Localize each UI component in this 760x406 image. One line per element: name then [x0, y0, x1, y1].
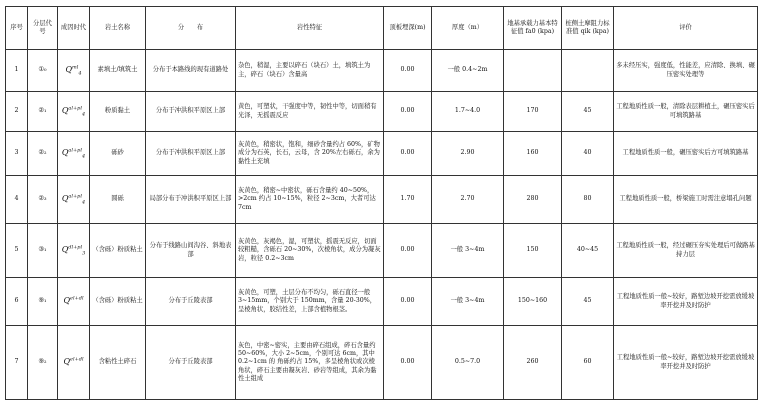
- table-row: [6, 224, 758, 278]
- cell-bearing: 170: [504, 92, 562, 132]
- cell-origin: $Q^{ml}_4$: [58, 50, 90, 92]
- cell-evaluation: 工程地质性质一般，桥梁施工时需注意塌孔问题: [614, 176, 758, 224]
- cell-no: 3: [6, 132, 28, 176]
- cell-bearing: 160: [504, 132, 562, 176]
- cell-depth: 0.00: [384, 224, 432, 278]
- cell-layer: ②₁: [28, 92, 58, 132]
- cell-evaluation: 工程地质性质一般，清除表层耕植土，碾压密实后可填筑路基: [614, 92, 758, 132]
- header-evaluation: 评价: [614, 7, 758, 50]
- cell-distribution: 局部分布于冲洪积平原区上部: [146, 176, 236, 224]
- cell-evaluation: 工程地质性质一般，经过碾压夯实处理后可做路基持力层: [614, 224, 758, 278]
- cell-pile: [562, 50, 614, 92]
- cell-no: 2: [6, 92, 28, 132]
- header-pile: 桩侧土摩阻力标准值 qik (kpa): [562, 7, 614, 50]
- cell-name: （含砾）粉质粘土: [90, 224, 146, 278]
- cell-layer: ⑨₂: [28, 326, 58, 400]
- table-row: [6, 132, 758, 176]
- cell-pile: 45: [562, 278, 614, 326]
- cell-bearing: 150~160: [504, 278, 562, 326]
- cell-layer: ③₁: [28, 224, 58, 278]
- cell-no: 1: [6, 50, 28, 92]
- geotechnical-properties-table: [5, 6, 758, 400]
- cell-distribution: 分布于冲洪积平原区上部: [146, 92, 236, 132]
- table-row: [6, 278, 758, 326]
- header-depth: 顶板埋深(m): [384, 7, 432, 50]
- cell-origin: $Q^{al+pl}_4$: [58, 92, 90, 132]
- cell-thickness: 2.90: [432, 132, 504, 176]
- cell-depth: 0.00: [384, 278, 432, 326]
- cell-name: （含砾）粉质粘土: [90, 278, 146, 326]
- cell-evaluation: 工程地质性质一般~较好，路堑边坡开挖需放缓坡率开挖并及时防护: [614, 326, 758, 400]
- cell-origin: $Q^{al+pl}_4$: [58, 176, 90, 224]
- cell-features: 杂色，稍湿，主要以碎石（块石）土，填筑土为主，碎石（块石）含量高: [236, 50, 384, 92]
- cell-origin: $Q^{dl+pl}_3$: [58, 224, 90, 278]
- cell-thickness: 一般 3~4m: [432, 224, 504, 278]
- geotechnical-table-container: [5, 6, 757, 400]
- cell-distribution: 分布于丘陵表部: [146, 278, 236, 326]
- table-row: [6, 92, 758, 132]
- cell-distribution: 分布于冲洪积平原区上部: [146, 132, 236, 176]
- cell-layer: ②₃: [28, 176, 58, 224]
- cell-depth: 1.70: [384, 176, 432, 224]
- header-distribution: 分 布: [146, 7, 236, 50]
- header-thickness: 厚度（m）: [432, 7, 504, 50]
- cell-no: 5: [6, 224, 28, 278]
- cell-no: 7: [6, 326, 28, 400]
- cell-thickness: 一般 3~4m: [432, 278, 504, 326]
- table-row: [6, 326, 758, 400]
- cell-name: 砾砂: [90, 132, 146, 176]
- cell-layer: ②₂: [28, 132, 58, 176]
- cell-bearing: 260: [504, 326, 562, 400]
- cell-evaluation: 多未经压实，强度低，性能差，应清除、换填、碾压密实处理等: [614, 50, 758, 92]
- header-origin: 成因时代: [58, 7, 90, 50]
- cell-bearing: [504, 50, 562, 92]
- cell-features: 灰黄色，稍密~中密状，砾石含量约 40~50%，>2cm 约占 10~15%，粒径 2~3cm，大者可达 7cm: [236, 176, 384, 224]
- cell-pile: 80: [562, 176, 614, 224]
- header-features: 岩性特征: [236, 7, 384, 50]
- cell-thickness: 一般 0.4~2m: [432, 50, 504, 92]
- cell-origin: $Q^{el+dl}$: [58, 326, 90, 400]
- cell-name: 含粘性土碎石: [90, 326, 146, 400]
- cell-no: 6: [6, 278, 28, 326]
- cell-features: 灰黄色，灰褐色，湿，可塑状，摇震无反应，切面较粗糙，含砾石 20~30%，次棱角状，成分为凝灰岩，粒径 0.2~3cm: [236, 224, 384, 278]
- header-bearing: 地基承载力基本特征值 fa0 (kpa): [504, 7, 562, 50]
- cell-name: 素填土/填筑土: [90, 50, 146, 92]
- cell-layer: ①₀: [28, 50, 58, 92]
- header-name: 岩土名称: [90, 7, 146, 50]
- table-row: [6, 50, 758, 92]
- cell-features: 灰色，中密~密实，主要由碎石组成，碎石含量约 50~60%，大小 2~5cm，个别可达 6cm，其中 0.2~1cm 的 角砾约占 15%，多呈棱角状或次棱角状，碎石主要由凝灰岩、砂岩等组成，其余为黏性土组成: [236, 326, 384, 400]
- cell-distribution: 分布于丘陵表部: [146, 326, 236, 400]
- cell-origin: $Q^{el+dl}$: [58, 278, 90, 326]
- cell-thickness: 2.70: [432, 176, 504, 224]
- cell-layer: ⑨₁: [28, 278, 58, 326]
- cell-depth: 0.00: [384, 50, 432, 92]
- cell-pile: 60: [562, 326, 614, 400]
- cell-features: 灰黄色，稍密状，饱和，细砂含量约占 60%，矿物成分为石英，长石，云母，含 20%左右砾石，余为黏性土充填: [236, 132, 384, 176]
- cell-distribution: 分布于线路山间沟谷、斜地表部: [146, 224, 236, 278]
- cell-evaluation: 工程地质性质一般~较好，路堑边坡开挖需放缓坡率开挖并及时防护: [614, 278, 758, 326]
- cell-evaluation: 工程地质性质一般，碾压密实后方可填筑路基: [614, 132, 758, 176]
- cell-name: 粉质黏土: [90, 92, 146, 132]
- cell-pile: 40~45: [562, 224, 614, 278]
- cell-pile: 45: [562, 92, 614, 132]
- cell-features: 黄色，可塑状，干强度中等，韧性中等，切面稍有光泽，无摇震反应: [236, 92, 384, 132]
- cell-bearing: 280: [504, 176, 562, 224]
- cell-pile: 40: [562, 132, 614, 176]
- cell-depth: 0.00: [384, 326, 432, 400]
- cell-features: 灰黄色，可塑，土层分布不均匀，砾石直径一般 3~15mm，个别大于 150mm，含量 20-30%，呈棱角状，胶结性差，上部含植物根茎。: [236, 278, 384, 326]
- header-no: 序号: [6, 7, 28, 50]
- cell-no: 4: [6, 176, 28, 224]
- cell-name: 圆砾: [90, 176, 146, 224]
- cell-origin: $Q^{al+pl}_4$: [58, 132, 90, 176]
- cell-distribution: 分布于本路线的现有道路处: [146, 50, 236, 92]
- cell-depth: 0.00: [384, 132, 432, 176]
- cell-thickness: 1.7~4.0: [432, 92, 504, 132]
- header-layer: 分层代号: [28, 7, 58, 50]
- cell-bearing: 150: [504, 224, 562, 278]
- cell-depth: 0.00: [384, 92, 432, 132]
- table-row: [6, 176, 758, 224]
- cell-thickness: 0.5~7.0: [432, 326, 504, 400]
- header-row: [6, 7, 758, 50]
